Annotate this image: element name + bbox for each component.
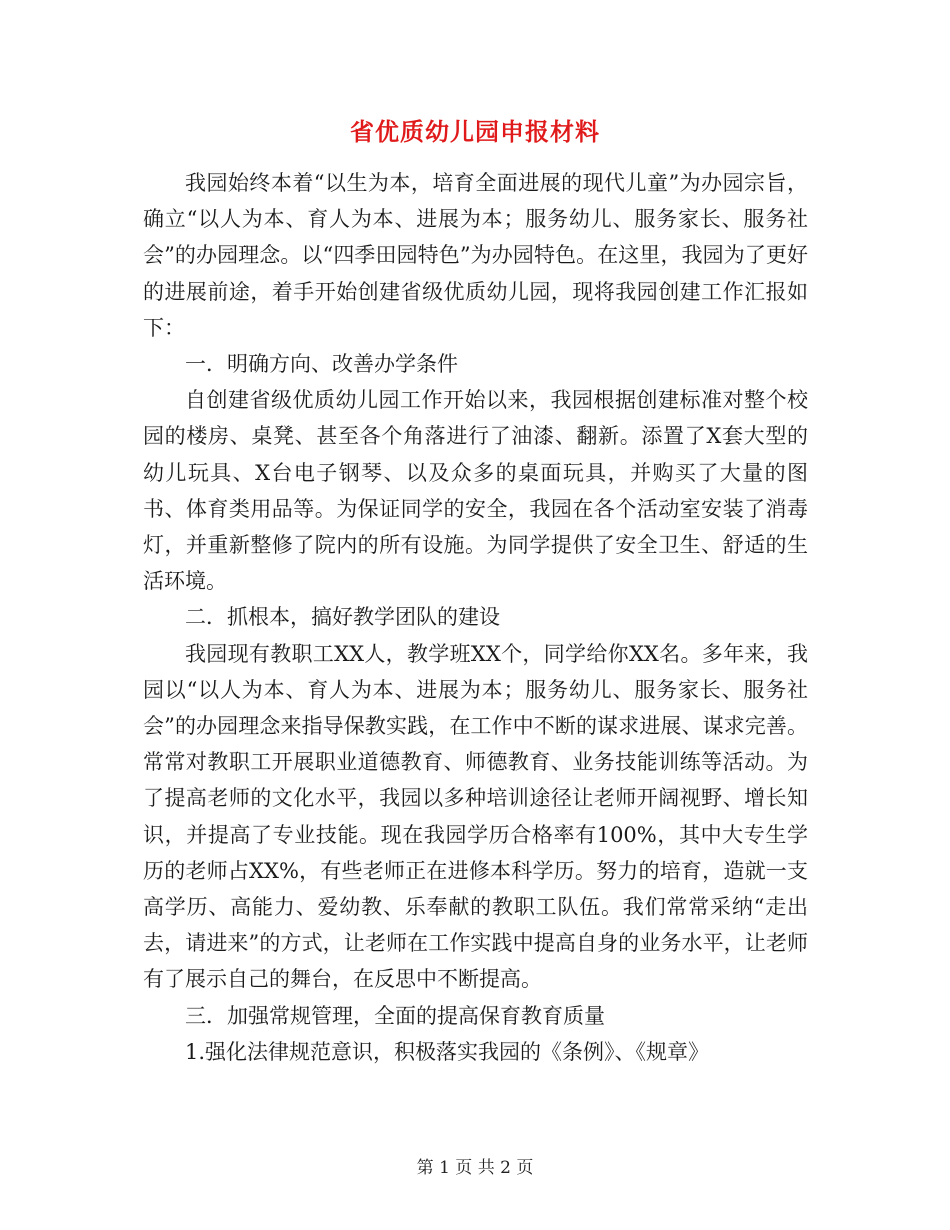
section-heading-1: 一．明确方向、改善办学条件 (185, 352, 458, 377)
section-2-paragraph: 我园现有教职工XX人，教学班XX个，同学给你XX名。多年来，我园以“以人为本、育人为本、进展为本；服务幼儿、服务家长、服务社会”的办园理念来指导保教实践，在工作中不断的谋求进展、谋求完善。常常对教职工开展职业道德教育、师德教育、业务技能训练等活动。为了提高老师的文化水平，我园以多种培训途径让老师开阔视野、增长知识，并提高了专业技能。现在我园学历合格率有100%，其中大专生学历的老师占XX%，有些老师正在进修本科学历。努力的培育，造就一支高学历、高能力、爱幼教、乐奉献的教职工队伍。我们常常采纳“走出去，请进来”的方式，让老师在工作实践中提高自身的业务水平，让老师有了展示自己的舞台，在反思中不断提高。 (143, 641, 808, 992)
document-title: 省优质幼儿园申报材料 (350, 118, 600, 146)
section-heading-2: 二．抓根本，搞好教学团队的建设 (185, 605, 500, 630)
section-1-paragraph: 自创建省级优质幼儿园工作开始以来，我园根据创建标准对整个校园的楼房、桌凳、甚至各个角落进行了油漆、翻新。添置了X套大型的幼儿玩具、X台电子钢琴、以及众多的桌面玩具，并购买了大量的图书、体育类用品等。为保证同学的安全，我园在各个活动室安装了消毒灯，并重新整修了院内的所有设施。为同学提供了安全卫生、舒适的生活环境。 (143, 388, 808, 594)
document-body (143, 165, 808, 1070)
section-heading-3: 三．加强常规管理，全面的提高保育教育质量 (185, 1003, 605, 1028)
intro-paragraph: 我园始终本着“以生为本，培育全面进展的现代儿童”为办园宗旨，确立“以人为本、育人为本、进展为本；服务幼儿、服务家长、服务社会”的办园理念。以“四季田园特色”为办园特色。在这里，我园为了更好的进展前途，着手开始创建省级优质幼儿园，现将我园创建工作汇报如下： (143, 171, 808, 340)
subsection-1-heading: 1.强化法律规范意识，积极落实我园的《条例》、《规章》 (185, 1039, 710, 1064)
page-footer: 第 1 页 共 2 页 (416, 1158, 534, 1178)
